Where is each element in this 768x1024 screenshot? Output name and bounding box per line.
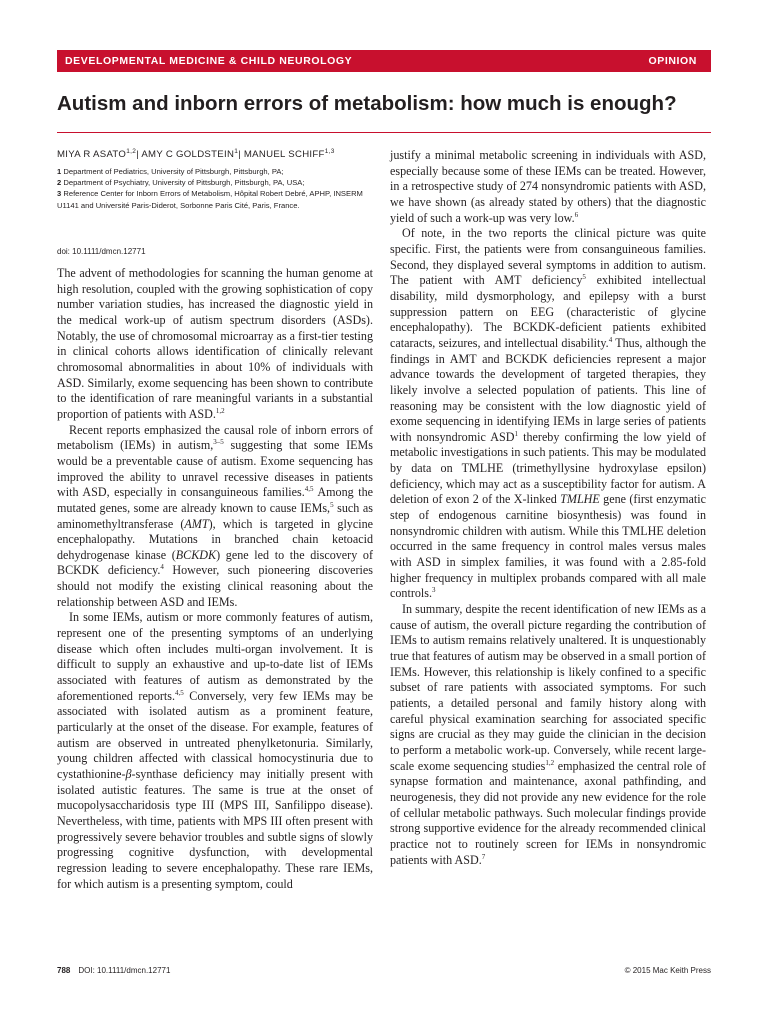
article-title: Autism and inborn errors of metabolism: how much is enough?	[57, 92, 677, 115]
affiliation	[57, 177, 377, 188]
body-paragraph: justify a minimal metabolic screening in individuals with ASD, especially because some of these IEMs can be treated. However, in a retrospective study of 274 nonsyndromic patients with ASD, we have shown (as already stated by others) that the diagnostic yield of such a work-up was very low.$^6$	[390, 148, 706, 225]
affiliation-list	[57, 166, 377, 211]
body-paragraph: The advent of methodologies for scanning the human genome at high resolution, coupled with the growing sophistication of copy number variation studies, has increased the diagnostic yield in the medical work-up of autism spectrum disorders (ASDs). Notably, the use of chromosomal microarray as a first-tier testing in clinical cohorts allows identification of clinically relevant chromosomal abnormalities in about 10% of individuals with ASD. Similarly, exome sequencing has been shown to contribute to the identification of rare meaningful variants in a substantial proportion of patients with ASD.$^{1,2}$	[57, 266, 373, 421]
copyright: © 2015 Mac Keith Press	[624, 966, 711, 975]
affiliation-number: 1	[57, 167, 62, 176]
body-column-right	[390, 148, 706, 868]
body-paragraph: In summary, despite the recent identification of new IEMs as a cause of autism, the overall picture regarding the contribution of IEMs to autism remains relatively unaltered. It is unquestionably true that features of autism may be observed in a small portion of IEMs. However, this relationship is likely confined to a specific subset of rare patients with associated symptoms. For such patients, a detailed personal and family history along with careful physical examination searching for associated specific signs are crucial as they may guide the clinician in the decision to perform a metabolic work-up. Conversely, while recent large-scale exome sequencing studies$^{1,2}$ emphasized the central role of synapse formation and maintenance, axonal pathfinding, and neurogenesis, they did not provide any new evidence for the role of cellular metabolic pathways. Such molecular findings provide strong supportive evidence for the already recommended clinical practice not to routinely screen for IEMs in nonsyndromic patients with ASD.$^7$	[390, 602, 706, 867]
footer-left	[57, 966, 170, 975]
affiliation-number: 3	[57, 189, 62, 199]
journal-header-bar	[57, 50, 711, 72]
footer-doi: DOI: 10.1111/dmcn.12771	[78, 966, 171, 975]
section-label: OPINION	[648, 55, 697, 67]
author-name: MIYA R ASATO	[57, 149, 127, 161]
author-list: MIYA R ASATO$^{1,2}$| AMY C GOLDSTEIN$^1$| MANUEL SCHIFF$^{1,3}$	[57, 148, 335, 161]
journal-name: DEVELOPMENTAL MEDICINE & CHILD NEUROLOGY	[65, 55, 353, 67]
title-divider	[57, 132, 711, 133]
body-paragraph: In some IEMs, autism or more commonly features of autism, represent one of the presenting symptoms of an underlying disease which often includes multi-organ involvement. It is difficult to supply an exhaustive and up-to-date list of IEMs associated with features of autism as demonstrated by the aforementioned reports.$^{4,5}$ Conversely, very few IEMs may be associated with isolated autism as a prominent feature, particularly at the onset of the disease. For example, features of autism are observed in untreated phenylketonuria. Similarly, young children affected with classical homocystinuria due to cystathionine-β-synthase deficiency may initially present with isolated autistic features. The same is true at the onset of mucopolysaccharidosis type III (MPS III, Sanfilippo disease). Nevertheless, with time, patients with MPS III often present with progressively severe behavior troubles and subtle signs of slowly progressing cognitive dysfunction, with developmental regression leading to severe encephalopathy. These rare IEMs, for which autism is a presenting symptom, could	[57, 610, 373, 891]
affiliation	[57, 188, 377, 210]
affiliation-text: Reference Center for Inborn Errors of Metabolism, Hôpital Robert Debré, APHP, INSERM U1141 and Université Paris-Diderot, Sorbonne Paris Cité, Paris, France.	[57, 189, 363, 210]
affiliation	[57, 166, 377, 177]
author-name: MANUEL SCHIFF	[243, 149, 325, 161]
body-column-left	[57, 266, 373, 892]
author-name: AMY C GOLDSTEIN	[141, 149, 235, 161]
article-doi: doi: 10.1111/dmcn.12771	[57, 247, 146, 256]
affiliation-number: 2	[57, 178, 62, 188]
author-affil-sup: 1	[234, 148, 239, 155]
page-number: 788	[57, 966, 71, 975]
affiliation-text: Department of Pediatrics, University of Pittsburgh, Pittsburgh, PA;	[63, 167, 284, 176]
body-paragraph: Of note, in the two reports the clinical picture was quite specific. First, the patients were from consanguineous families. Second, they displayed several symptoms in addition to autism. The patient with AMT deficiency$^5$ exhibited intellectual disability, mild dysmorphology, and epilepsy with a burst suppression pattern on EEG (characteristic of glycine encephalopathy). The BCKDK-deficient patients exhibited cataracts, seizures, and intellectual disability.$^4$ Thus, although the findings in AMT and BCKDK deficiencies represent a major advance towards the development of targeted therapies, they likely involve a selected population of patients. This line of reasoning may be consistent with the low diagnostic yield of exome sequencing in identifying IEMs in large series of patients with nonsyndromic ASD$^1$ thereby confirming the low yield of metabolic investigations in such patients. This may be modulated by data on TMLHE (trimethyllysine hydroxylase epsilon) deficiency, which may act as a susceptibility factor for autism. A deletion of exon 2 of the X-linked TMLHE gene (first enzymatic step of endogenous carnitine biosynthesis) was found in nonsyndromic children with autism. While this TMLHE deletion occurred in the same frequency in control males versus males with ASD in simplex families, it was found with a 2.85-fold higher frequency in multiplex probands compared with all male controls.$^3$	[390, 226, 707, 601]
author-affil-sup: 1,3	[324, 148, 335, 155]
affiliation-text: Department of Psychiatry, University of Pittsburgh, Pittsburgh, PA, USA;	[63, 178, 305, 188]
author-affil-sup: 1,2	[126, 148, 137, 155]
body-paragraph: Recent reports emphasized the causal role of inborn errors of metabolism (IEMs) in autism,$^{3-5}$ suggesting that some IEMs would be a preventable cause of autism. Exome sequencing has improved the ability to unravel recessive diseases in patients with ASD, especially in consanguineous families.$^{4,5}$ Among the mutated genes, some are already known to cause IEMs,$^5$ such as aminomethyltransferase (AMT), which is targeted in glycine encephalopathy. Mutations in branched chain ketoacid dehydrogenase kinase (BCKDK) gene led to the discovery of BCKDK deficiency.$^4$ However, such pioneering discoveries should not modify the existing clinical reasoning about the relationship between ASD and IEMs.	[57, 422, 374, 609]
page-footer	[57, 966, 711, 975]
